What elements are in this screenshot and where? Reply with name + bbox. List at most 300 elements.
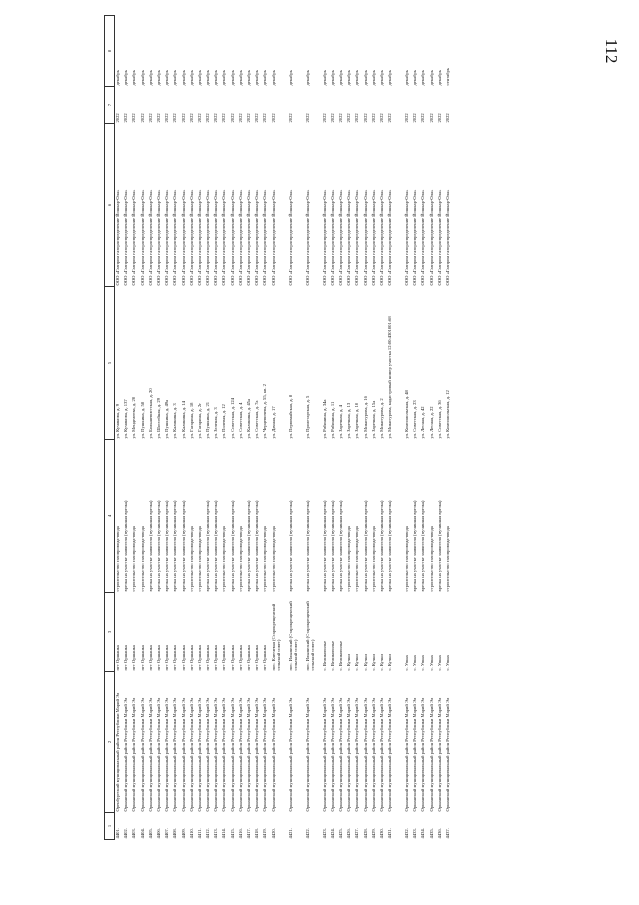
- col-address-cell: ул. Дачная, д. 17: [270, 406, 276, 439]
- table-row: [230, 16, 238, 840]
- col-work-type-cell: строительство газопровода-ввода: [428, 526, 434, 592]
- table-row: [288, 16, 305, 840]
- col-organization-cell: ООО «Газпром газораспределение Йошкар-Ола»: [428, 189, 434, 286]
- col-district-cell: Оршанский муниципальный район Республики Марий Эл: [329, 697, 335, 812]
- col-settlement-cell: пгт Оршанка: [147, 645, 153, 671]
- col-organization-cell: ООО «Газпром газораспределение Йошкар-Ола»: [436, 189, 442, 286]
- col-district-cell: Оршанский муниципальный район Республики Марий Эл: [205, 697, 211, 812]
- table-row: [172, 16, 180, 840]
- col-district-cell: Оршанский муниципальный район Республики Марий Эл: [304, 697, 310, 812]
- col-work-type-cell: строительство газопровода-ввода: [346, 526, 352, 592]
- col-settlement-cell: пгт Оршанка: [221, 645, 227, 671]
- col-work-type-cell: врезка на участке заявителя (пучинная врезка): [213, 500, 219, 592]
- col-year-cell: 2022: [205, 113, 211, 123]
- table-header: [105, 16, 115, 840]
- table-row: [330, 16, 338, 840]
- col-number-cell: 4419.: [262, 828, 268, 839]
- col-year-cell: 2022: [346, 113, 352, 123]
- table-body: [115, 16, 454, 840]
- col-settlement-cell: с. Кучки: [370, 654, 376, 671]
- page-number: 112: [602, 38, 621, 64]
- col-number-cell: 4417.: [246, 828, 251, 839]
- table-row: [445, 16, 453, 840]
- col-organization-cell: ООО «Газпром газораспределение Йошкар-Ола»: [362, 189, 368, 286]
- col-organization-cell: ООО «Газпром газораспределение Йошкар-Ола»: [404, 189, 410, 286]
- col-district-cell: Оршанский муниципальный район Республики Марий Эл: [123, 697, 129, 812]
- col-address-cell: ул. Зеленая, д. 3: [213, 407, 219, 439]
- col-number-cell: 4423.: [321, 828, 327, 839]
- col-district-cell: Оршанский муниципальный район Республики Марий Эл: [246, 697, 251, 812]
- col-work-type-cell: строительство газопровода-ввода: [262, 526, 268, 592]
- col-address-cell: ул. Калинина, д. 14: [180, 401, 186, 439]
- col-year-cell: 2022: [329, 113, 335, 123]
- col-year-cell: 2022: [229, 113, 235, 123]
- table-row: [412, 16, 420, 840]
- col-district-cell: Оршанский муниципальный район Республики Марий Эл: [412, 697, 418, 812]
- col-district-cell: Оршанский муниципальный район Республики Марий Эл: [164, 697, 170, 812]
- col-settlement-cell: пгт Оршанка: [188, 645, 194, 671]
- col-work-type-cell: врезка на участке заявителя (пучинная врезка): [287, 500, 293, 592]
- col-month-cell: декабрь: [428, 70, 434, 86]
- col-district-cell: Оршанский муниципальный район Республики Марий Эл: [321, 697, 327, 812]
- col-address-cell: ул. Советская, д. 23: [412, 400, 418, 439]
- col-work-type-cell: строительство газопровода-ввода: [445, 526, 450, 592]
- col-address-cell: ул. Рябинина, д. 34а: [321, 399, 327, 439]
- header-col-number: 1: [105, 813, 115, 840]
- col-work-type-cell: строительство газопровода-ввода: [270, 526, 276, 592]
- col-district-cell: Оршанский муниципальный район Республики Марий Эл: [337, 697, 343, 812]
- col-number-cell: 4431.: [387, 828, 393, 839]
- col-settlement-cell: пгт Оршанка: [205, 645, 211, 671]
- header-col-settlement: 3: [105, 593, 115, 672]
- col-address-cell: ул. Шоссейная, д. 29: [155, 398, 161, 439]
- col-settlement-cell: пгт Оршанка: [180, 645, 186, 671]
- col-address-cell: ул. Заречная, д. 13: [346, 402, 352, 439]
- col-month-cell: декабрь: [420, 70, 426, 86]
- col-year-cell: 2022: [362, 113, 368, 123]
- col-year-cell: 2022: [147, 113, 153, 123]
- col-work-type-cell: строительство газопровода-ввода: [139, 526, 145, 592]
- col-year-cell: 2022: [304, 113, 310, 123]
- table-row: [271, 16, 288, 840]
- col-month-cell: декабрь: [123, 70, 129, 86]
- col-number-cell: 4434.: [420, 828, 426, 839]
- col-settlement-cell: пгт Оршанка: [131, 645, 137, 671]
- col-year-cell: 2022: [180, 113, 186, 123]
- table-row: [221, 16, 229, 840]
- col-year-cell: 2022: [123, 113, 129, 123]
- col-organization-cell: ООО «Газпром газораспределение Йошкар-Ола»: [205, 189, 211, 286]
- col-organization-cell: ООО «Газпром газораспределение Йошкар-Ола»: [237, 189, 243, 286]
- col-address-cell: ул. Пушкина, д. 49а: [164, 399, 170, 439]
- col-address-cell: ул. Советская, д. 4: [237, 402, 243, 439]
- col-month-cell: декабрь: [404, 70, 410, 86]
- header-col-year: 7: [105, 87, 115, 124]
- col-month-cell: декабрь: [246, 70, 251, 86]
- col-district-cell: Оршанский муниципальный район Республики Марий Эл: [180, 697, 186, 812]
- table-row: [379, 16, 387, 840]
- col-month-cell: декабрь: [337, 70, 343, 86]
- col-year-cell: 2022: [428, 113, 434, 123]
- col-settlement-cell: пос. Ильинский (Старокрещенский сельский совет): [287, 601, 298, 671]
- col-year-cell: 2022: [436, 113, 442, 123]
- col-settlement-cell: с. Великополье: [329, 640, 335, 671]
- col-settlement-cell: пгт Оршанка: [246, 645, 251, 671]
- col-district-cell: Оршанский муниципальный район Республики Марий Эл: [404, 697, 410, 812]
- col-district-cell: Оршанский муниципальный район Республики Марий Эл: [420, 697, 426, 812]
- table-row: [305, 16, 322, 840]
- col-settlement-cell: с. Упша: [404, 655, 410, 671]
- col-settlement-cell: пгт Оршанка: [254, 645, 260, 671]
- col-organization-cell: ООО «Газпром газораспределение Йошкар-Ола»: [131, 189, 137, 286]
- col-settlement-cell: пгт Оршанка: [155, 645, 161, 671]
- col-month-cell: декабрь: [172, 70, 178, 86]
- table-row: [164, 16, 172, 840]
- col-settlement-cell: с. Упша: [420, 655, 426, 671]
- col-district-cell: Оршанский муниципальный район Республики Марий Эл: [172, 697, 178, 812]
- col-address-cell: ул. Пролетарская, д. 5: [304, 395, 310, 439]
- col-settlement-cell: пгт Оршанка: [229, 645, 235, 671]
- col-month-cell: декабрь: [139, 70, 145, 86]
- col-organization-cell: ООО «Газпром газораспределение Йошкар-Ола»: [262, 189, 268, 286]
- col-organization-cell: ООО «Газпром газораспределение Йошкар-Ола»: [221, 189, 227, 286]
- col-settlement-cell: с. Великополье: [321, 640, 327, 671]
- col-year-cell: 2022: [370, 113, 376, 123]
- col-year-cell: 2022: [354, 113, 360, 123]
- col-work-type-cell: врезка на участке заявителя (пучинная врезка): [172, 500, 178, 592]
- col-district-cell: Оршанский муниципальный район Республики Марий Эл: [254, 697, 260, 812]
- col-month-cell: декабрь: [229, 70, 235, 86]
- col-district-cell: Оршанский муниципальный район Республики Марий Эл: [139, 697, 145, 812]
- col-address-cell: ул. Кучинова, д. 9: [115, 403, 120, 439]
- col-address-cell: ул. Калинина, д. 45а: [246, 399, 251, 439]
- col-year-cell: 2022: [246, 113, 251, 123]
- col-organization-cell: ООО «Газпром газораспределение Йошкар-Ола»: [164, 189, 170, 286]
- col-month-cell: декабрь: [254, 70, 260, 86]
- col-number-cell: 4420.: [270, 828, 276, 839]
- col-organization-cell: ООО «Газпром газораспределение Йошкар-Ола»: [329, 189, 335, 286]
- col-organization-cell: ООО «Газпром газораспределение Йошкар-Ола»: [254, 189, 260, 286]
- col-settlement-cell: с. Великополье: [337, 640, 343, 671]
- col-work-type-cell: врезка на участке заявителя (пучинная врезка): [123, 500, 129, 592]
- col-settlement-cell: с. Упша: [436, 655, 442, 671]
- table-row: [246, 16, 254, 840]
- col-month-cell: декабрь: [370, 70, 376, 86]
- col-year-cell: 2022: [262, 113, 268, 123]
- col-address-cell: ул. Большевистская, д. 20: [147, 388, 153, 439]
- col-number-cell: 4414.: [221, 828, 227, 839]
- header-col-work-type: 4: [105, 440, 115, 593]
- col-month-cell: декабрь: [436, 70, 442, 86]
- table-row: [156, 16, 164, 840]
- col-district-cell: Оршанский муниципальный район Республики Марий Эл: [155, 697, 161, 812]
- col-address-cell: ул. Советская, д. 36: [436, 400, 442, 439]
- table-row: [354, 16, 362, 840]
- col-number-cell: 4424.: [329, 828, 335, 839]
- col-year-cell: 2022: [213, 113, 219, 123]
- col-work-type-cell: строительство газопровода-ввода: [115, 526, 120, 592]
- table-row: [115, 16, 124, 840]
- col-month-cell: сентябрь: [445, 68, 450, 86]
- col-address-cell: ул. Микитурова, кадастровый номер участка 12:00:4301001:68: [387, 316, 393, 439]
- table-row: [148, 16, 156, 840]
- col-work-type-cell: строительство газопровода-ввода: [404, 526, 410, 592]
- col-number-cell: 4427.: [354, 828, 360, 839]
- col-number-cell: 4422.: [304, 828, 310, 839]
- col-district-cell: Оршанский муниципальный район Республики Марий Эл: [270, 697, 276, 812]
- col-number-cell: 4425.: [337, 828, 343, 839]
- col-address-cell: ул. Микитурова, д. 2: [378, 398, 384, 439]
- col-organization-cell: ООО «Газпром газораспределение Йошкар-Ола»: [246, 189, 251, 286]
- col-work-type-cell: врезка на участке заявителя (пучинная врезка): [436, 500, 442, 592]
- col-number-cell: 4416.: [237, 828, 243, 839]
- col-address-cell: ул. Комсомольская, д. 48: [404, 390, 410, 439]
- col-work-type-cell: врезка на участке заявителя (пучинная врезка): [155, 500, 161, 592]
- col-settlement-cell: пгт Оршанка: [196, 645, 202, 671]
- col-number-cell: 4426.: [346, 828, 352, 839]
- col-address-cell: ул. Советская, д. 7а: [254, 400, 260, 439]
- col-number-cell: 4409.: [180, 828, 186, 839]
- table-row: [437, 16, 445, 840]
- col-work-type-cell: врезка на участке заявителя (пучинная врезка): [205, 500, 211, 592]
- col-organization-cell: ООО «Газпром газораспределение Йошкар-Ола»: [139, 189, 145, 286]
- col-year-cell: 2022: [412, 113, 418, 123]
- col-number-cell: 4410.: [188, 828, 194, 839]
- col-district-cell: Оршанский муниципальный район Республики Марий Эл: [188, 697, 194, 812]
- col-work-type-cell: врезка на участке заявителя (пучинная врезка): [321, 500, 327, 592]
- col-number-cell: 4429.: [370, 828, 376, 839]
- col-work-type-cell: врезка на участке заявителя (пучинная врезка): [164, 500, 170, 592]
- col-address-cell: ул. Лесная, д. 42: [420, 406, 426, 439]
- col-year-cell: 2022: [237, 113, 243, 123]
- col-year-cell: 2022: [321, 113, 327, 123]
- col-month-cell: декабрь: [221, 70, 227, 86]
- col-address-cell: ул. Кучинова, д. 137: [123, 399, 129, 439]
- col-settlement-cell: пгт Оршанка: [115, 645, 120, 671]
- table-row: [123, 16, 131, 840]
- header-col-organization: 6: [105, 124, 115, 287]
- col-number-cell: 4415.: [229, 828, 235, 839]
- col-district-cell: Оршанский муниципальный район Республики Марий Эл: [378, 697, 384, 812]
- col-month-cell: декабрь: [321, 70, 327, 86]
- col-district-cell: Оршанский муниципальный район Республики Марий Эл: [445, 697, 450, 812]
- col-settlement-cell: пгт Оршанка: [262, 645, 268, 671]
- col-organization-cell: ООО «Газпром газораспределение Йошкар-Ола»: [172, 189, 178, 286]
- col-number-cell: 4432.: [404, 828, 410, 839]
- col-organization-cell: ООО «Газпром газораспределение Йошкар-Ола»: [287, 189, 293, 286]
- col-year-cell: 2022: [172, 113, 178, 123]
- gas-connection-registry-table: [104, 15, 453, 840]
- document-sheet: [104, 40, 520, 840]
- col-number-cell: 4406.: [155, 828, 161, 839]
- col-organization-cell: ООО «Газпром газораспределение Йошкар-Ола»: [412, 189, 418, 286]
- col-month-cell: декабрь: [329, 70, 335, 86]
- col-year-cell: 2022: [387, 113, 393, 123]
- col-number-cell: 4437.: [445, 828, 450, 839]
- col-month-cell: декабрь: [131, 70, 137, 86]
- col-organization-cell: ООО «Газпром газораспределение Йошкар-Ола»: [304, 189, 310, 286]
- col-district-cell: Оршанский муниципальный район Республики Марий Эл: [221, 697, 227, 812]
- col-work-type-cell: строительство газопровода-ввода: [354, 526, 360, 592]
- col-address-cell: ул. Лесная, д. 22: [428, 406, 434, 439]
- col-address-cell: ул. Заречная, д. 10: [354, 402, 360, 439]
- col-work-type-cell: строительство газопровода-ввода: [131, 526, 137, 592]
- col-month-cell: декабрь: [147, 70, 153, 86]
- col-month-cell: декабрь: [180, 70, 186, 86]
- col-organization-cell: ООО «Газпром газораспределение Йошкар-Ола»: [346, 189, 352, 286]
- header-col-address: 5: [105, 287, 115, 440]
- table-row: [254, 16, 262, 840]
- col-month-cell: декабрь: [287, 70, 293, 86]
- col-district-cell: Оршанский муниципальный район Республики Марий Эл: [354, 697, 360, 812]
- col-district-cell: Оршанский муниципальный район Республики Марий Эл: [147, 697, 153, 812]
- col-year-cell: 2022: [404, 113, 410, 123]
- col-work-type-cell: строительство газопровода-ввода: [370, 526, 376, 592]
- col-work-type-cell: врезка на участке заявителя (пучинная врезка): [147, 500, 153, 592]
- col-month-cell: декабрь: [346, 70, 352, 86]
- col-address-cell: ул. Калинина, д. 3: [172, 403, 178, 439]
- col-organization-cell: ООО «Газпром газораспределение Йошкар-Ола»: [387, 189, 393, 286]
- col-month-cell: декабрь: [188, 70, 194, 86]
- table-row: [363, 16, 371, 840]
- col-organization-cell: ООО «Газпром газораспределение Йошкар-Ола»: [445, 189, 450, 286]
- col-district-cell: Оршанский муниципальный район Республики Марий Эл: [213, 697, 219, 812]
- col-settlement-cell: пгт Оршанка: [164, 645, 170, 671]
- col-month-cell: декабрь: [262, 70, 268, 86]
- col-organization-cell: ООО «Газпром газораспределение Йошкар-Ола»: [229, 189, 235, 286]
- col-settlement-cell: с. Упша: [445, 655, 450, 671]
- col-settlement-cell: с. Кучки: [346, 654, 352, 671]
- col-year-cell: 2022: [337, 113, 343, 123]
- col-number-cell: 4433.: [412, 828, 418, 839]
- col-address-cell: ул. Советская, д. 124: [229, 398, 235, 439]
- col-address-cell: ул. Пушкина, д. 58: [139, 401, 145, 439]
- table-row: [213, 16, 221, 840]
- col-address-cell: ул. Первомайская, д. 8: [287, 394, 293, 439]
- col-address-cell: ул. Гагарина, д. 18: [188, 402, 194, 439]
- col-number-cell: 4405.: [147, 828, 153, 839]
- col-settlement-cell: пос. Ильинский (Старокрещенский сельский совет): [304, 601, 315, 671]
- col-settlement-cell: с. Упша: [412, 655, 418, 671]
- table-row: [262, 16, 270, 840]
- table-row: [131, 16, 139, 840]
- col-district-cell: Оршанский муниципальный район Республики Марий Эл: [287, 697, 293, 812]
- col-month-cell: декабрь: [164, 70, 170, 86]
- col-work-type-cell: врезка на участке заявителя (пучинная врезка): [420, 500, 426, 592]
- col-address-cell: ул. Заречная, д. 4: [337, 405, 343, 439]
- col-address-cell: ул. Менделеева, д. 20: [131, 396, 137, 439]
- col-month-cell: декабрь: [196, 70, 202, 86]
- col-year-cell: 2022: [139, 113, 145, 123]
- table-row: [346, 16, 354, 840]
- col-number-cell: 4403.: [131, 828, 137, 839]
- table-row: [197, 16, 205, 840]
- table-row: [189, 16, 197, 840]
- col-year-cell: 2022: [378, 113, 384, 123]
- col-number-cell: 4413.: [213, 828, 219, 839]
- col-settlement-cell: пгт Оршанка: [237, 645, 243, 671]
- col-work-type-cell: врезка на участке заявителя (пучинная врезка): [246, 500, 251, 592]
- col-district-cell: Оршанский муниципальный район Республики Марий Эл: [436, 697, 442, 812]
- col-year-cell: 2022: [164, 113, 170, 123]
- col-district-cell: Оршанский муниципальный район Республики Марий Эл: [131, 697, 137, 812]
- col-work-type-cell: врезка на участке заявителя (пучинная врезка): [378, 500, 384, 592]
- col-district-cell: Оршанский муниципальный район Республики Марий Эл: [196, 697, 202, 812]
- col-district-cell: Оршанский муниципальный район Республики Марий Эл: [362, 697, 368, 812]
- col-settlement-cell: с. Кучки: [354, 654, 360, 671]
- col-district-cell: Оршанский муниципальный район Республики Марий Эл: [428, 697, 434, 812]
- col-settlement-cell: пос. Ключевая (Старокрещенский сельский совет): [270, 603, 281, 671]
- col-organization-cell: ООО «Газпром газораспределение Йошкар-Ола»: [147, 189, 153, 286]
- col-year-cell: 2022: [115, 113, 120, 123]
- col-work-type-cell: врезка на участке заявителя (пучинная врезка): [229, 500, 235, 592]
- table-row: [322, 16, 330, 840]
- col-organization-cell: ООО «Газпром газораспределение Йошкар-Ола»: [196, 189, 202, 286]
- col-district-cell: Оршанский муниципальный район Республики Марий Эл: [237, 697, 243, 812]
- col-address-cell: ул. Комсомольская, д. 12: [445, 390, 450, 439]
- col-address-cell: ул. Рябинина, д. 11: [329, 401, 335, 439]
- col-number-cell: 4436.: [436, 828, 442, 839]
- col-district-cell: Оршанский муниципальный район Республики Марий Эл: [387, 697, 393, 812]
- col-year-cell: 2022: [420, 113, 426, 123]
- col-work-type-cell: строительство газопровода-ввода: [237, 526, 243, 592]
- col-address-cell: ул. Заречная, д. 15а: [370, 400, 376, 439]
- col-settlement-cell: с. Упша: [428, 655, 434, 671]
- col-month-cell: декабрь: [205, 70, 211, 86]
- table-row: [238, 16, 246, 840]
- col-work-type-cell: врезка на участке заявителя (пучинная врезка): [304, 500, 310, 592]
- col-address-cell: ул. Микитурова, д. 16: [362, 396, 368, 439]
- col-number-cell: 4412.: [205, 828, 211, 839]
- col-work-type-cell: врезка на участке заявителя (пучинная врезка): [412, 500, 418, 592]
- col-district-cell: Оренбургский муниципальный район Республики Марий Эл: [115, 692, 120, 812]
- col-work-type-cell: врезка на участке заявителя (пучинная врезка): [387, 500, 393, 592]
- header-col-district: 2: [105, 672, 115, 813]
- col-number-cell: 4408.: [172, 828, 178, 839]
- col-number-cell: 4401.: [115, 828, 120, 839]
- col-number-cell: 4430.: [378, 828, 384, 839]
- col-number-cell: 4421.: [287, 828, 293, 839]
- col-year-cell: 2022: [221, 113, 227, 123]
- col-organization-cell: ООО «Газпром газораспределение Йошкар-Ола»: [270, 189, 276, 286]
- col-settlement-cell: с. Кучки: [378, 654, 384, 671]
- col-district-cell: Оршанский муниципальный район Республики Марий Эл: [370, 697, 376, 812]
- col-year-cell: 2022: [155, 113, 161, 123]
- col-organization-cell: ООО «Газпром газораспределение Йошкар-Ола»: [188, 189, 194, 286]
- table-row: [140, 16, 148, 840]
- col-organization-cell: ООО «Газпром газораспределение Йошкар-Ола»: [155, 189, 161, 286]
- col-settlement-cell: с. Кучки: [387, 654, 393, 671]
- col-month-cell: декабрь: [354, 70, 360, 86]
- col-organization-cell: ООО «Газпром газораспределение Йошкар-Ола»: [354, 189, 360, 286]
- col-year-cell: 2022: [131, 113, 137, 123]
- col-month-cell: декабрь: [304, 70, 310, 86]
- col-work-type-cell: врезка на участке заявителя (пучинная врезка): [329, 500, 335, 592]
- col-month-cell: декабрь: [362, 70, 368, 86]
- col-organization-cell: ООО «Газпром газораспределение Йошкар-Ола»: [180, 189, 186, 286]
- col-month-cell: декабрь: [412, 70, 418, 86]
- col-month-cell: декабрь: [378, 70, 384, 86]
- col-number-cell: 4407.: [164, 828, 170, 839]
- col-organization-cell: ООО «Газпром газораспределение Йошкар-Ола»: [213, 189, 219, 286]
- col-month-cell: декабрь: [213, 70, 219, 86]
- col-year-cell: 2022: [270, 113, 276, 123]
- col-organization-cell: ООО «Газпром газораспределение Йошкар-Ола»: [370, 189, 376, 286]
- col-month-cell: декабрь: [270, 70, 276, 86]
- table-row: [205, 16, 213, 840]
- col-number-cell: 4418.: [254, 828, 260, 839]
- col-settlement-cell: с. Кучки: [362, 654, 368, 671]
